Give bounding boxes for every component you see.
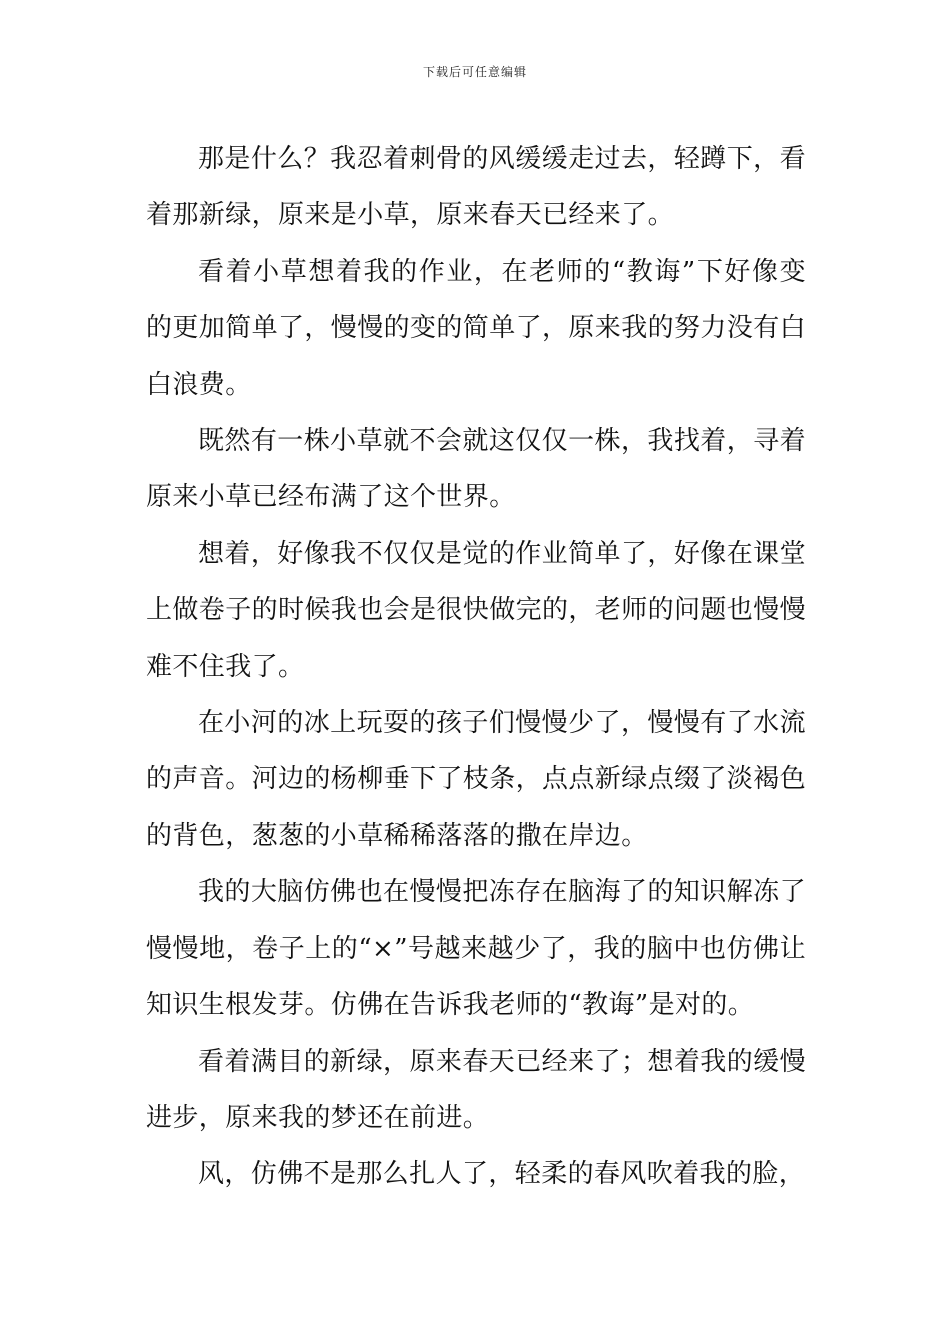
- paragraph: 想着，好像我不仅仅是觉的作业简单了，好像在课堂上做卷子的时候我也会是很快做完的，老师的问题也慢慢难不住我了。: [146, 538, 807, 682]
- paragraph: 看着满目的新绿，原来春天已经来了；想着我的缓慢进步，原来我的梦还在前进。: [146, 1046, 806, 1133]
- page-header: 下载后可任意编辑: [422, 65, 527, 79]
- document-body: [146, 131, 806, 1203]
- paragraph: 我的大脑仿佛也在慢慢把冻存在脑海了的知识解冻了慢慢地，卷子上的“×”号越来越少了，我的脑中也仿佛让知识生根发芽。仿佛在告诉我老师的“教诲”是对的。: [146, 877, 806, 1021]
- paragraph: 那是什么？我忍着刺骨的风缓缓走过去，轻蹲下，看着那新绿，原来是小草，原来春天已经来了。: [146, 144, 806, 231]
- paragraph: 看着小草想着我的作业，在老师的“教诲”下好像变的更加简单了，慢慢的变的简单了，原来我的努力没有白白浪费。: [146, 256, 807, 400]
- paragraph: 在小河的冰上玩耍的孩子们慢慢少了，慢慢有了水流的声音。河边的杨柳垂下了枝条，点点新绿点缀了淡褐色的背色，葱葱的小草稀稀落落的撒在岸边。: [146, 708, 807, 851]
- paragraph: 风，仿佛不是那么扎人了，轻柔的春风吹着我的脸，: [198, 1159, 806, 1190]
- paragraph: 既然有一株小草就不会就这仅仅一株，我找着，寻着原来小草已经布满了这个世界。: [146, 426, 806, 513]
